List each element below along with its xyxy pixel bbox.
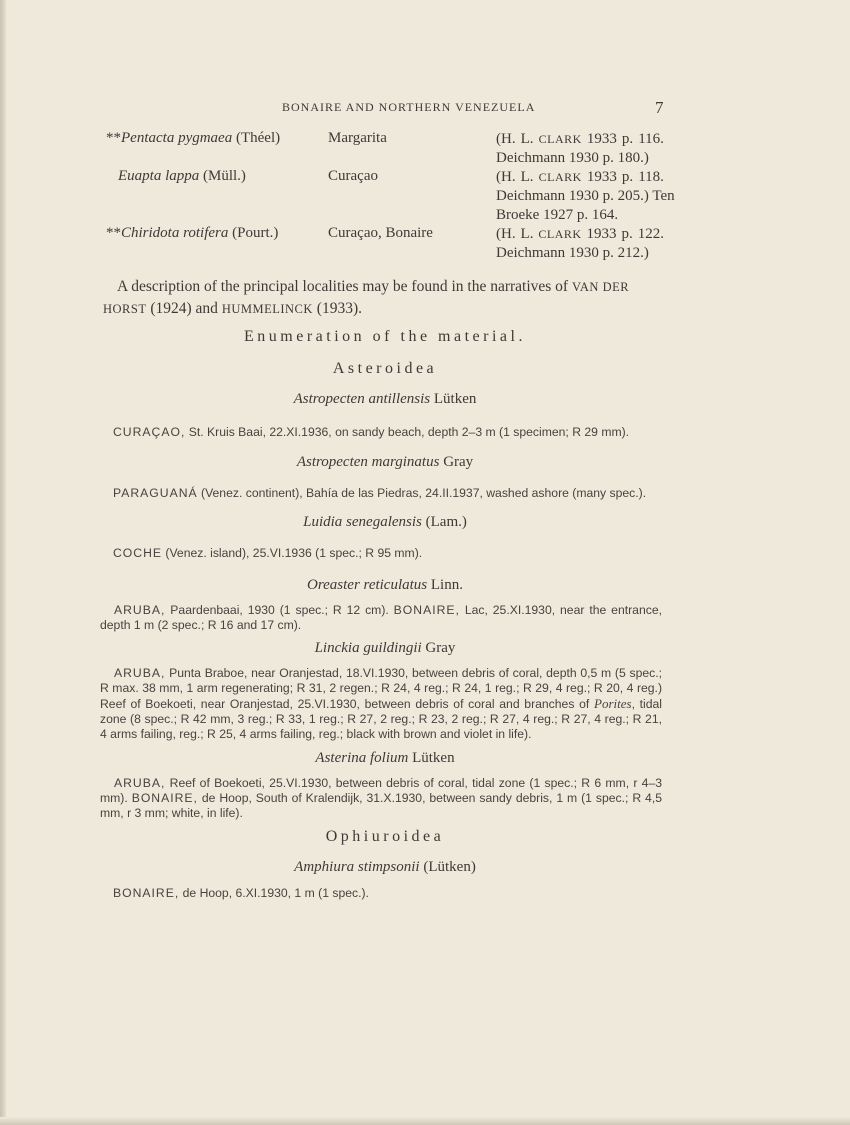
species-reference: (H. L. CLARK 1933 p. 122. Deichmann 1930 p. 212.)	[496, 226, 664, 261]
page-number: 7	[655, 98, 664, 117]
taxon-heading: Astropecten marginatus Gray	[296, 454, 474, 470]
species-name: **Pentacta pygmaea (Théel)	[106, 130, 281, 146]
species-name: Euapta lappa (Müll.)	[118, 168, 246, 184]
taxon-heading: Luidia senegalensis (Lam.)	[303, 514, 467, 530]
species-reference: (H. L. CLARK 1933 p. 116. Deichmann 1930 p. 180.)	[496, 131, 664, 166]
specimen-record: BONAIRE, de Hoop, 6.XI.1930, 1 m (1 spec.).	[113, 886, 369, 900]
class-heading-ophiuroidea: Ophiuroidea	[325, 828, 445, 845]
species-locality: Curaçao, Bonaire	[328, 225, 433, 241]
species-name: **Chiridota rotifera (Pourt.)	[106, 225, 279, 241]
species-reference: (H. L. CLARK 1933 p. 118. Deichmann 1930 p. 205.) Ten Broeke 1927 p. 164.	[496, 169, 675, 223]
taxon-heading: Asterina folium Lütken	[315, 750, 455, 766]
taxon-heading: Astropecten antillensis Lütken	[293, 391, 477, 407]
specimen-record: ARUBA, Paardenbaai, 1930 (1 spec.; R 12 cm). BONAIRE, Lac, 25.XI.1930, near the entrance, depth 1 m (2 spec.; R 16 and 17 cm).	[100, 603, 662, 632]
page-edge-shadow	[0, 0, 6, 1125]
enumeration-heading: Enumeration of the material.	[244, 328, 526, 345]
species-locality: Margarita	[328, 130, 387, 146]
class-heading-asteroidea: Asteroidea	[332, 360, 438, 377]
running-title: BONAIRE AND NORTHERN VENEZUELA	[282, 100, 536, 114]
specimen-record: COCHE (Venez. island), 25.VI.1936 (1 spec.; R 95 mm).	[113, 546, 423, 560]
specimen-record: ARUBA, Punta Braboe, near Oranjestad, 18.VI.1930, between debris of coral, depth 0,5 m (5 spec.; R max. 38 mm, 1 arm regenerating; R 31, 2 regen.; R 24, 4 reg.; R 24, 1 reg.; R 29, 4 reg.; R 20, 4 reg.) Reef of Boekoeti, near Oranjestad, 25.VI.1930, between debris of coral and branches of Porites, tidal zone (8 spec.; R 42 mm, 3 reg.; R 33, 1 reg.; R 27, 2 reg.; R 23, 2 reg.; R 27, 4 reg.; R 27, 4 reg.; R 21, 4 arms failing, reg.; R 25, 4 arms failing, reg.; black with brown and violet in life).	[100, 666, 663, 741]
taxon-heading: Oreaster reticulatus Linn.	[307, 577, 463, 593]
intro-paragraph: A description of the principal localities may be found in the narratives of VAN DER HORST (1924) and HUMMELINCK (1933).	[103, 278, 630, 317]
taxon-heading: Linckia guildingii Gray	[314, 640, 456, 656]
page-bottom-shadow	[0, 1117, 850, 1125]
species-locality: Curaçao	[328, 168, 378, 184]
specimen-record: PARAGUANÁ (Venez. continent), Bahía de las Piedras, 24.II.1937, washed ashore (many spec.).	[113, 486, 647, 500]
running-head	[0, 100, 850, 116]
taxon-heading: Amphiura stimpsonii (Lütken)	[294, 859, 476, 875]
specimen-record: ARUBA, Reef of Boekoeti, 25.VI.1930, between debris of coral, tidal zone (1 spec.; R 6 mm, r 4–3 mm). BONAIRE, de Hoop, South of Kralendijk, 31.X.1930, between sandy debris, 1 m (1 spec.; R 4,5 mm, r 3 mm; white, in life).	[100, 776, 663, 820]
specimen-record: CURAÇAO, St. Kruis Baai, 22.XI.1936, on sandy beach, depth 2–3 m (1 specimen; R 29 mm).	[113, 425, 630, 439]
